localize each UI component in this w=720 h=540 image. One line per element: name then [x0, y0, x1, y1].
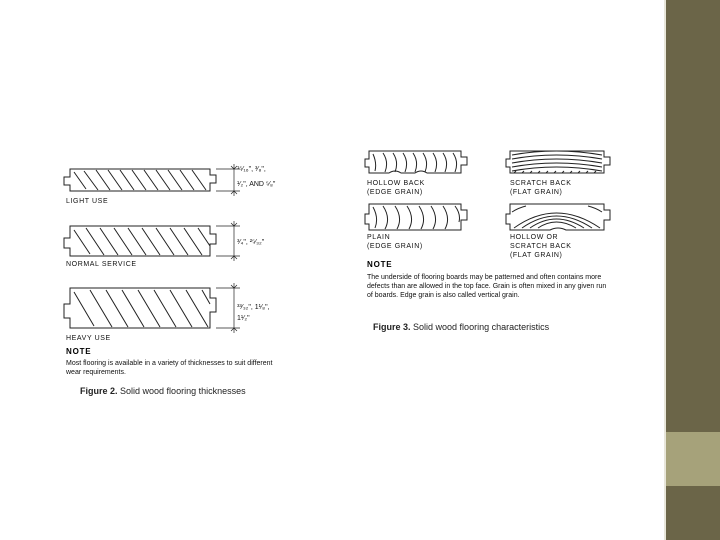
figure2-caption-label: Figure 2.: [80, 386, 118, 396]
hollow-back-label-line1: HOLLOW BACK: [367, 180, 425, 187]
plain-label-line1: PLAIN: [367, 234, 391, 241]
figure3-caption-label: Figure 3.: [373, 322, 411, 332]
hollow-or-scratch-label-line1: HOLLOW OR: [510, 234, 559, 241]
figure2-note-heading: NOTE: [66, 347, 92, 356]
scratch-back-flat-grain-drawing: [506, 145, 616, 179]
scratch-back-label-line2: (FLAT GRAIN): [510, 189, 563, 196]
scratch-back-label-line1: SCRATCH BACK: [510, 180, 572, 187]
light-use-label: LIGHT USE: [66, 198, 109, 205]
plain-edge-grain-drawing: [365, 200, 475, 234]
sidebar-accent-block: [666, 432, 720, 486]
figure2-caption-text: Solid wood flooring thicknesses: [120, 386, 246, 396]
figure2-note-text: Most flooring is available in a variety of thicknesses to suit different wear requirements.: [66, 360, 273, 376]
figure3-caption: [373, 322, 549, 332]
normal-service-board-drawing: [64, 220, 304, 264]
heavy-use-label: HEAVY USE: [66, 335, 111, 342]
figure3-note-text: The underside of flooring boards may be patterned and often contains more defects than are allowed in the top face. Grain is often mixed in any given run of boards. Edge grain is also called vertical grain.: [367, 274, 607, 299]
figure3-note-heading: NOTE: [367, 260, 393, 269]
light-use-dimension-line2: ¹⁄₂", AND ⁵⁄₈": [237, 181, 276, 188]
figure2-caption: [80, 386, 246, 396]
heavy-use-dimension-line2: 1¹⁄₂": [237, 315, 250, 322]
normal-service-label: NORMAL SERVICE: [66, 261, 137, 268]
heavy-use-dimension-line1: ³³⁄₃₂", 1¹⁄₈",: [237, 304, 270, 311]
hollow-or-scratch-label-line3: (FLAT GRAIN): [510, 252, 563, 259]
hollow-or-scratch-back-flat-grain-drawing: [506, 200, 616, 234]
hollow-back-label-line2: (EDGE GRAIN): [367, 189, 423, 196]
hollow-or-scratch-label-line2: SCRATCH BACK: [510, 243, 572, 250]
figure3-caption-text: Solid wood flooring characteristics: [413, 322, 550, 332]
normal-service-dimension: ³⁄₄", ²⁵⁄₃₂": [237, 239, 265, 246]
light-use-dimension-line1: ¹⁵⁄₁₆", ³⁄₈",: [237, 166, 266, 173]
hollow-back-edge-grain-drawing: [365, 145, 475, 179]
plain-label-line2: (EDGE GRAIN): [367, 243, 423, 250]
